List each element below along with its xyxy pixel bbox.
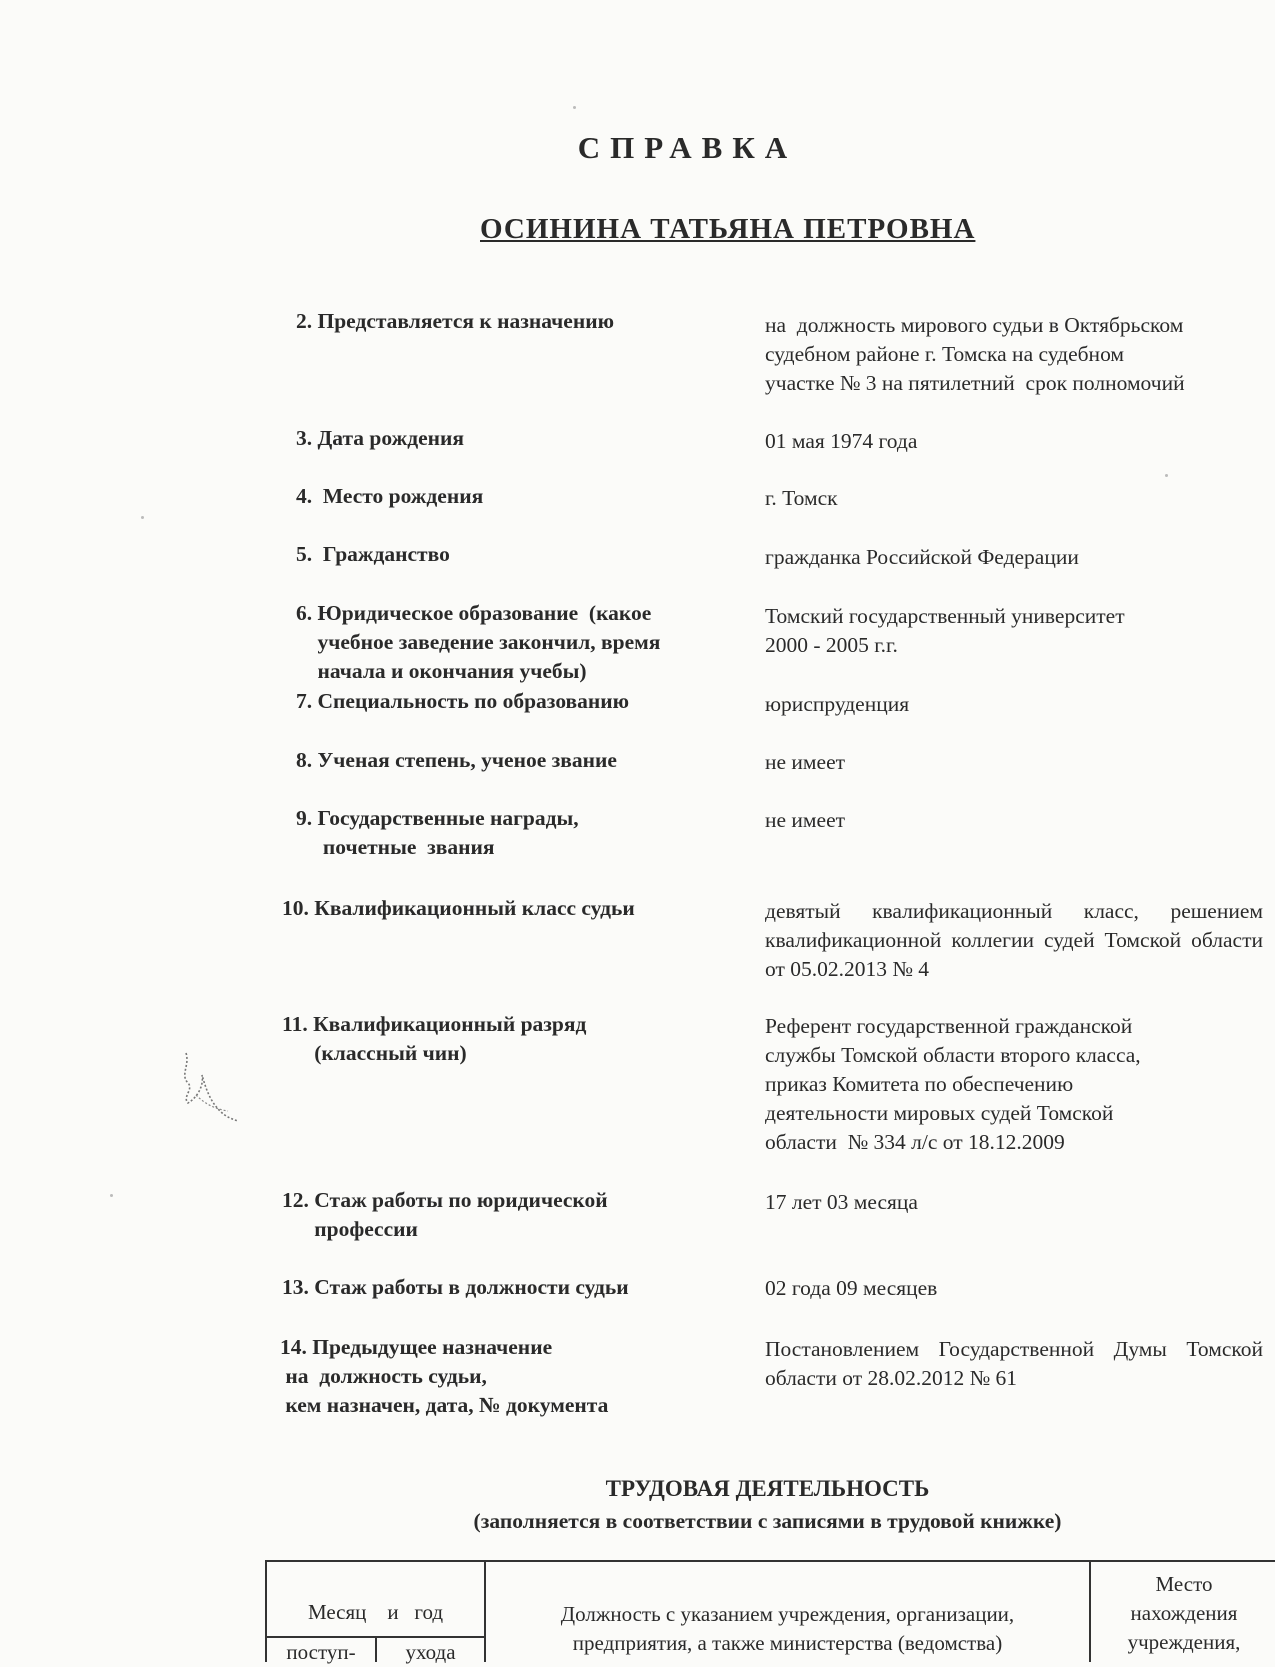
scan-speck [1165,474,1168,477]
header-exit: ухода [405,1640,456,1664]
header-position: Должность с указанием учреждения, организации, предприятия, а также министерства (ведомства) [560,1602,1015,1655]
document-title: СПРАВКА [577,130,798,165]
person-name: ОСИНИНА ТАТЬЯНА ПЕТРОВНА [480,213,976,245]
value-previous-appointment: Постановлением Государственной Думы Томской области от 28.02.2012 № 61 [765,1337,1263,1390]
label-specialty: 7. Специальность по образованию [296,689,630,713]
label-legal-experience: 12. Стаж работы по юридической профессии [282,1188,608,1241]
label-judge-experience: 13. Стаж работы в должности судьи [282,1275,629,1299]
scan-speck [573,106,576,109]
header-location: Место нахождения учреждения, [1127,1572,1241,1654]
label-birth-date: 3. Дата рождения [296,426,465,450]
value-qualification-class: девятый квалификационный класс, решением квалификационной коллегии судей Томской области от 05.02.2013 № 4 [765,899,1263,981]
value-degree: не имеет [765,750,846,774]
label-appointment: 2. Представляется к назначению [296,309,615,333]
label-birth-place: 4. Место рождения [296,484,484,508]
value-rank: Референт государственной гражданской службы Томской области второго класса, приказ Комитета по обеспечению деятельности мировых судей Томской области № 334 л/с от 18.12.2009 [765,1014,1141,1154]
value-education: Томский государственный университет 2000 - 2005 г.г. [765,604,1125,657]
labor-section-title: ТРУДОВАЯ ДЕЯТЕЛЬНОСТЬ [605,1476,930,1501]
label-education: 6. Юридическое образование (какое учебное заведение закончил, время начала и окончания учебы) [296,601,661,683]
labor-table [265,1560,1275,1662]
value-appointment: на должность мирового судьи в Октябрьском судебном районе г. Томска на судебном участке № 3 на пятилетний срок полномочий [765,313,1185,395]
value-birth-place: г. Томск [765,486,838,510]
label-awards: 9. Государственные награды, почетные звания [296,806,579,859]
label-qualification-class: 10. Квалификационный класс судьи [282,896,635,920]
value-citizenship: гражданка Российской Федерации [765,545,1079,569]
header-month-year: Месяц и год [307,1600,444,1624]
value-legal-experience: 17 лет 03 месяца [765,1190,918,1214]
header-entry: поступ- [286,1640,356,1664]
value-judge-experience: 02 года 09 месяцев [765,1276,938,1300]
scan-speck [110,1194,113,1197]
label-previous-appointment: 14. Предыдущее назначение на должность судьи, кем назначен, дата, № документа [280,1335,609,1417]
scan-speck [141,516,144,519]
labor-section-subtitle: (заполняется в соответствии с записями в трудовой книжке) [473,1509,1062,1533]
signature-mark [176,1045,246,1125]
value-birth-date: 01 мая 1974 года [765,429,918,453]
label-rank: 11. Квалификационный разряд (классный чин) [282,1012,587,1065]
label-degree: 8. Ученая степень, ученое звание [296,748,617,772]
value-awards: не имеет [765,808,846,832]
label-citizenship: 5. Гражданство [296,542,450,566]
value-specialty: юриспруденция [765,692,910,716]
